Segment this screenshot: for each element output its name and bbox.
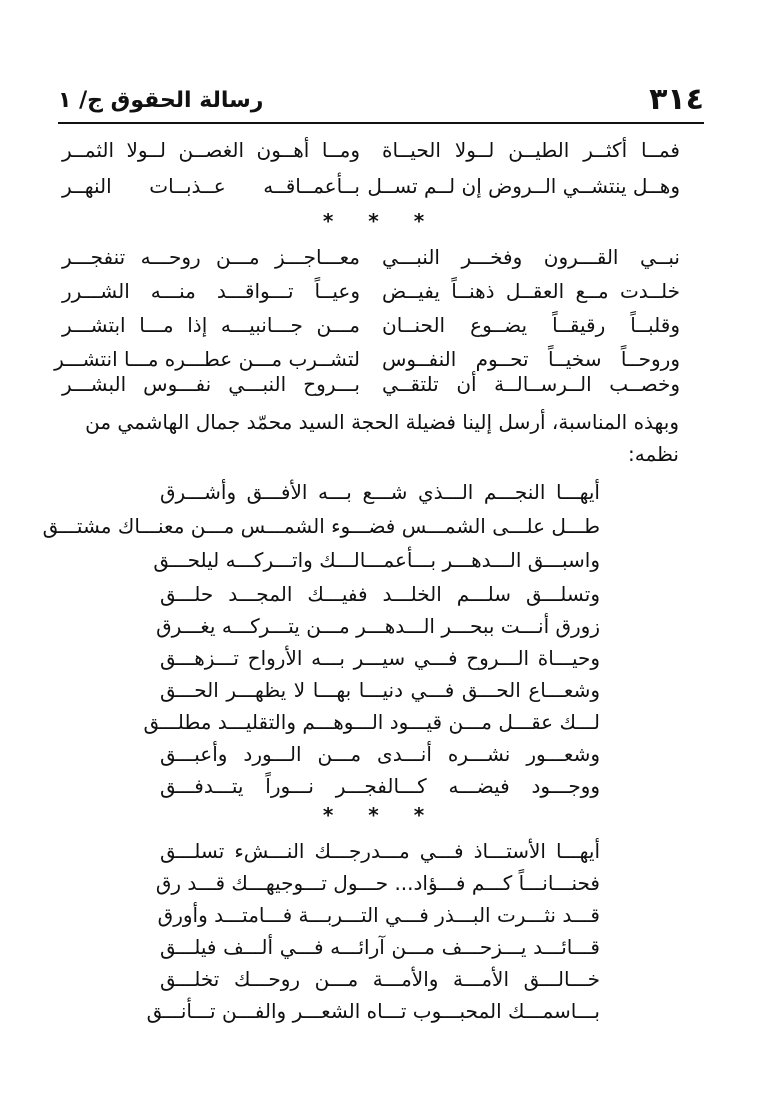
verse-line: وشعـــور نشـــره أنـــدى مـــن الـــورد وأعبـــق — [160, 742, 600, 766]
couplet-second-hemistich: بـــروح النبـــي نفـــوس البشـــر — [62, 372, 360, 396]
page-header — [58, 82, 704, 122]
verse-line: فحنـــانـــاً كـــم فـــؤاد... حـــول تـــوجيهـــك قـــد رق — [155, 871, 600, 895]
prose-line-end: نظمه: — [628, 442, 679, 466]
page-number: ٣١٤ — [649, 82, 704, 117]
verse-line: وشعـــاع الحـــق فـــي دنيـــا بهـــا لا يظهـــر الحـــق — [160, 678, 600, 702]
verse-line: واسبـــق الـــدهـــر بـــأعمـــالـــك واتـــركـــه ليلحـــق — [153, 548, 600, 572]
couplet-second-hemistich: معـــاجـــز مـــن روحـــه تنفجـــر — [62, 245, 360, 269]
couplet — [62, 167, 680, 205]
couplet-first-hemistich: فمــا أكثــر الطيــن لــولا الحيــاة — [382, 138, 680, 162]
verse-line: زورق أنـــت ببحـــر الـــدهـــر مـــن يتـــركـــه يغـــرق — [156, 614, 600, 638]
section-separator: * * * — [322, 209, 439, 233]
couplet — [62, 238, 680, 276]
couplet-second-hemistich: ومــا أهــون الغصــن لــولا الثمــر — [62, 138, 360, 162]
verse-line: ووجـــود فيضـــه كـــالفجـــر نـــوراً يتـــدفـــق — [160, 774, 600, 798]
couplet-first-hemistich: وهــل ينتشــي الــروض إن لــم تســل — [367, 174, 680, 198]
verse-line: وتسلـــق سلـــم الخلـــد ففيـــك المجـــد حلـــق — [160, 582, 600, 606]
couplet-first-hemistich: نبــي القـــرون وفخـــر النبـــي — [382, 245, 680, 269]
verse-line: وحيـــاة الـــروح فـــي سيـــر بـــه الأرواح تـــزهـــق — [160, 646, 600, 670]
couplet-first-hemistich: وخصــب الــرســالــة أن تلتقــي — [382, 372, 680, 396]
couplet-second-hemistich: وعيــاً تـــواقـــد منـــه الشـــرر — [62, 279, 360, 303]
couplet — [62, 131, 680, 169]
couplet — [62, 365, 680, 403]
verse-line: لـــك عقـــل مـــن قيـــود الـــوهـــم والتقليـــد مطلـــق — [143, 710, 600, 734]
verse-line: أيهـــا النجـــم الـــذي شـــع بـــه الأفـــق وأشـــرق — [160, 480, 600, 504]
verse-line: قـــائـــد يـــزحـــف مـــن آرائـــه فـــي ألـــف فيلـــق — [160, 935, 600, 959]
verse-line: بـــاسمـــك المحبـــوب تـــاه الشعـــر والفـــن تـــأنـــق — [146, 999, 600, 1023]
section-separator: * * * — [322, 803, 439, 827]
header-rule — [58, 122, 704, 124]
couplet-second-hemistich: لتشــرب مـــن عطـــره مـــا انتشـــر — [54, 347, 360, 371]
couplet — [62, 306, 680, 344]
verse-line: طـــل علـــى الشمـــس فضـــوء الشمـــس مـــن معنـــاك مشتـــق — [42, 514, 600, 538]
couplet-second-hemistich: مـــن جـــانبيـــه إذا مـــا ابتشـــر — [62, 313, 360, 337]
couplet-first-hemistich: خلــدت مــع العقــل ذهنــاً يفيــض — [382, 279, 680, 303]
couplet-first-hemistich: وروحــاً سخيــاً تحــوم النفــوس — [382, 347, 680, 371]
verse-line: أيهـــا الأستـــاذ فـــي مـــدرجـــك النـــشء تسلـــق — [160, 839, 600, 863]
couplet-first-hemistich: وقلبــاً رقيقــاً يضــوع الحنــان — [382, 313, 680, 337]
running-title: رسالة الحقوق ج/ ١ — [58, 88, 264, 113]
verse-line: خـــالـــق الأمـــة والأمـــة مـــن روحـــك تخلـــق — [160, 967, 600, 991]
couplet-second-hemistich: بــأعمــاقــه عــذبــات النهــر — [62, 174, 360, 198]
prose-line: وبهذه المناسبة، أرسل إلينا فضيلة الحجة السيد محمّد جمال الهاشمي من — [85, 410, 679, 434]
couplet — [62, 272, 680, 310]
verse-line: قـــد نثـــرت البـــذر فـــي التـــربـــة فـــامتـــد وأورق — [157, 903, 600, 927]
